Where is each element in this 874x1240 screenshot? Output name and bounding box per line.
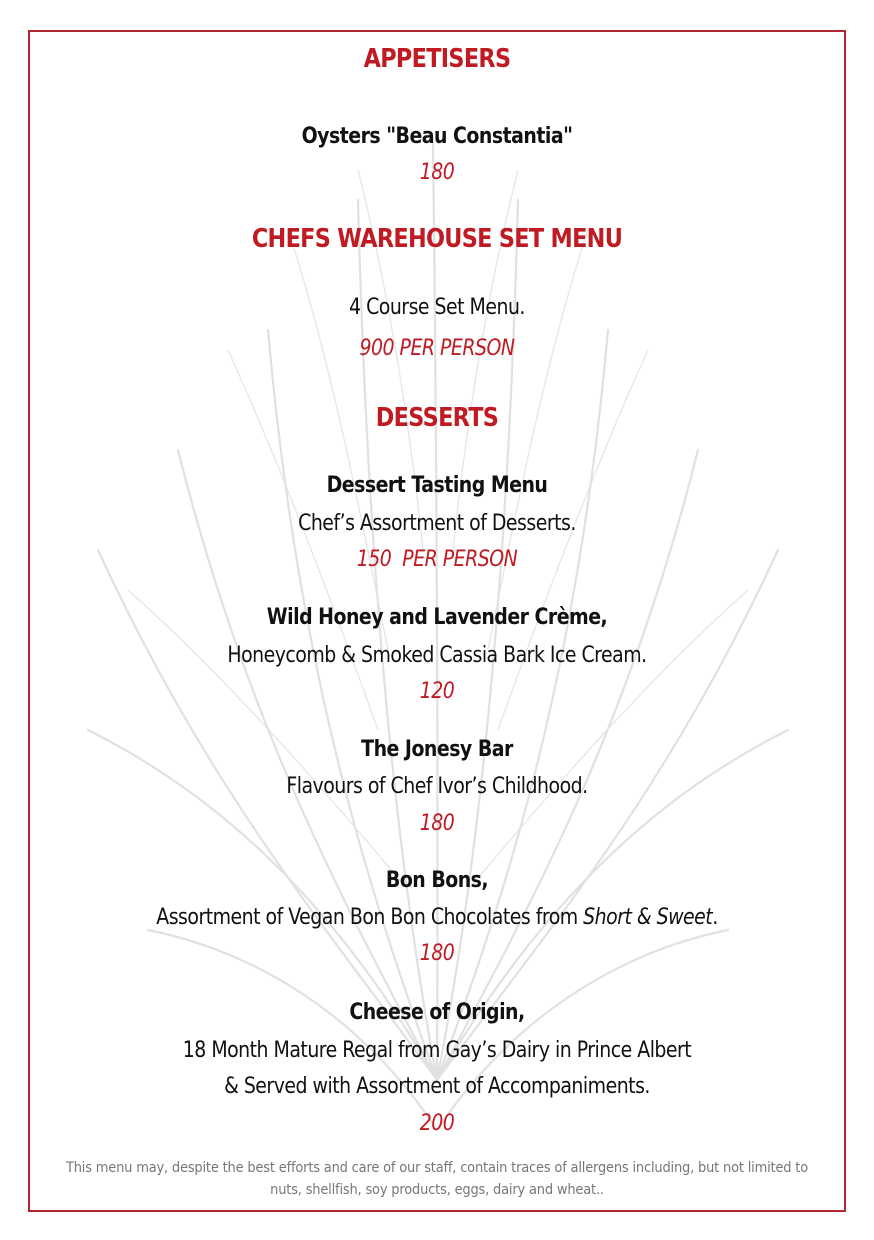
desserts-heading: DESSERTS xyxy=(375,403,499,433)
jonesy-bar-price: 180 xyxy=(419,811,455,836)
honey-lavender-name: Wild Honey and Lavender Crème, xyxy=(266,605,608,630)
dessert-tasting-description: Chef’s Assortment of Desserts. xyxy=(298,511,576,536)
bon-bons-description xyxy=(87,905,787,930)
jonesy-bar-name: The Jonesy Bar xyxy=(361,737,513,762)
bon-bons-price: 180 xyxy=(419,941,455,966)
set-menu-price: 900 PER PERSON xyxy=(359,336,515,361)
jonesy-bar-description: Flavours of Chef Ivor’s Childhood. xyxy=(286,774,588,799)
set-menu-description: 4 Course Set Menu. xyxy=(349,295,525,320)
bon-bons-description-prefix: Assortment of Vegan Bon Bon Chocolates from xyxy=(156,905,584,930)
set-menu-heading: CHEFS WAREHOUSE SET MENU xyxy=(251,224,623,254)
allergen-disclaimer-line2: nuts, shellfish, soy products, eggs, dairy and wheat.. xyxy=(270,1182,604,1198)
cheese-description-line1: 18 Month Mature Regal from Gay’s Dairy in Prince Albert xyxy=(182,1038,692,1063)
dessert-tasting-name: Dessert Tasting Menu xyxy=(326,473,548,498)
honey-lavender-description: Honeycomb & Smoked Cassia Bark Ice Cream. xyxy=(227,643,647,668)
dessert-tasting-price: 150 PER PERSON xyxy=(356,547,518,572)
honey-lavender-price: 120 xyxy=(419,679,455,704)
cheese-of-origin-price: 200 xyxy=(419,1111,455,1136)
bon-bons-name: Bon Bons, xyxy=(385,868,489,893)
allergen-disclaimer-line1: This menu may, despite the best efforts and care of our staff, contain traces of allergens including, but not limited to xyxy=(65,1160,809,1176)
appetisers-heading: APPETISERS xyxy=(363,44,511,74)
bon-bons-brand: Short & Sweet xyxy=(583,905,713,930)
oysters-item-price: 180 xyxy=(419,160,455,185)
cheese-description-line2: & Served with Assortment of Accompaniments. xyxy=(224,1074,650,1099)
cheese-of-origin-name: Cheese of Origin, xyxy=(349,1000,525,1025)
bon-bons-description-suffix: . xyxy=(712,905,718,930)
allergen-disclaimer xyxy=(58,1157,815,1201)
oysters-item-name: Oysters "Beau Constantia" xyxy=(301,124,573,149)
